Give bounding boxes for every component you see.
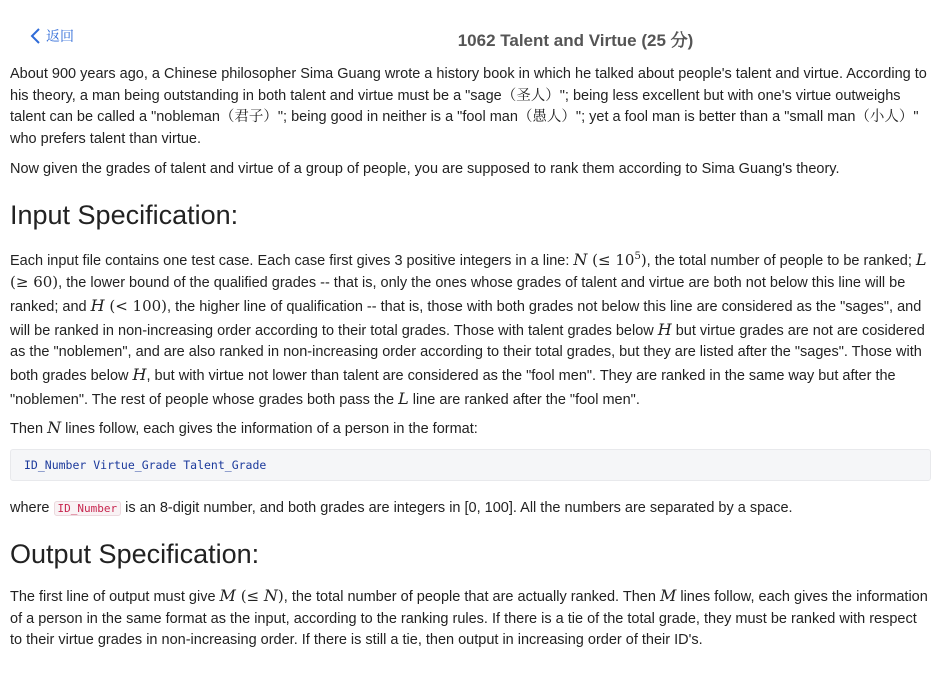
input-spec-heading: Input Specification:: [10, 199, 239, 230]
input-spec-paragraph: Each input file contains one test case. Each case first gives 3 positive integers in a line: N (≤ $10^5$), the total number of people to be ranked; L (≥ 60), the lower bound of the qualified grades -- that is, only the ones whose grades of talent and virtue are both not below this line will be ranked; and H (< 100), the higher line of qualification -- that is, those with both grades not below this line are considered as the "sages", and will be ranked in non-increasing order according to their total grades. Those with talent grades below H but virtue grades are not are cosidered as the "noblemen", and are also ranked in non-increasing order according to their total grades, but they are listed after the "sages". Those with both grades below H, but with virtue not lower than talent are considered as the "fool men". They are ranked in the same way but after the "noblemen". The rest of people whose grades both pass the L line are ranked after the "fool men".: [10, 249, 927, 408]
intro-paragraph-1: About 900 years ago, a Chinese philosopher Sima Guang wrote a history book in which he talked about people's talent and virtue. According to his theory, a man being outstanding in both talent and virtue must be a "sage（圣人）"; being less excellent but with one's virtue outweighs talent can be called a "nobleman（君子）"; being good in neither is a "fool man（愚人）"; yet a fool man is better than a "small man（小人）" who prefers talent than virtue.: [10, 66, 927, 148]
page-title: 1062 Talent and Virtue (25 分): [457, 31, 694, 50]
inline-code: ID_Number: [54, 501, 122, 516]
format-code-block: ID_Number Virtue_Grade Talent_Grade: [10, 449, 931, 481]
problem-content: [10, 64, 931, 652]
top-bar: [0, 0, 931, 72]
where-paragraph: where ID_Number is an 8-digit number, and both grades are integers in [0, 100]. All the numbers are separated by a space.: [10, 500, 793, 517]
format-intro: Then N lines follow, each gives the information of a person in the format:: [10, 418, 478, 438]
output-spec-heading: Output Specification:: [10, 538, 260, 569]
output-spec-paragraph: The first line of output must give M (≤ N), the total number of people that are actually ranked. Then M lines follow, each gives the information of a person in the same format as the input, according to the ranking rules. If there is a tie of the total grade, they must be ranked with respect to their virtue grades in non-increasing order. If there is still a tie, then output in increasing order of their ID's.: [10, 585, 928, 649]
back-label: 返回: [46, 28, 74, 44]
intro-paragraph-2: Now given the grades of talent and virtue of a group of people, you are supposed to rank them according to Sima Guang's theory.: [10, 160, 840, 177]
